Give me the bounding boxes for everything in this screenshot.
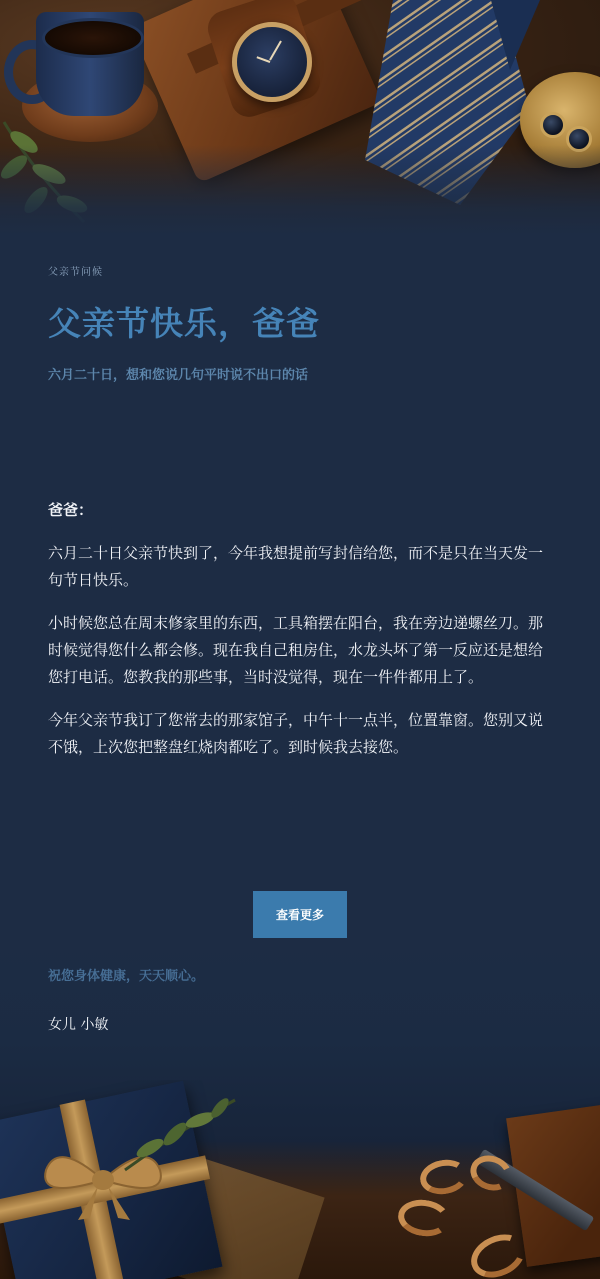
page-title: 父亲节快乐，爸爸	[48, 304, 320, 343]
hero-fade	[0, 145, 600, 235]
letter-paragraph: 六月二十日父亲节快到了，今年我想提前写封信给您，而不是只在当天发一句节日快乐。	[48, 544, 544, 589]
eyebrow-label: 父亲节问候	[48, 267, 103, 278]
closing-blessing: 祝您身体健康，天天顺心。	[48, 969, 205, 984]
letter-paragraph: 小时候您总在周末修家里的东西，工具箱摆在阳台，我在旁边递螺丝刀。那时候觉得您什么都会修。现在我自己租房住，水龙头坏了第一反应还是想给您打电话。您教我的那些事，当时没觉得，现在一件件都用上了。	[48, 614, 544, 686]
coffee-image	[42, 18, 144, 58]
watch-icon	[232, 22, 312, 102]
letter-body	[48, 497, 556, 777]
view-more-button[interactable]: 查看更多	[253, 891, 347, 938]
leaf-sprig-icon	[120, 1090, 240, 1180]
letter-paragraph: 今年父亲节我订了您常去的那家馆子，中午十一点半，位置靠窗。您别又说不饿，上次您把整盘红烧肉都吃了。到时候我去接您。	[48, 711, 544, 756]
hero-illustration-bottom	[0, 1080, 600, 1279]
cufflink-icon	[540, 112, 566, 138]
page-subtitle: 六月二十日，想和您说几句平时说不出口的话	[48, 368, 309, 383]
letter-greeting: 爸爸：	[48, 501, 94, 519]
signature: 女儿 小敏	[48, 1017, 109, 1033]
hero-illustration-top	[0, 0, 600, 235]
